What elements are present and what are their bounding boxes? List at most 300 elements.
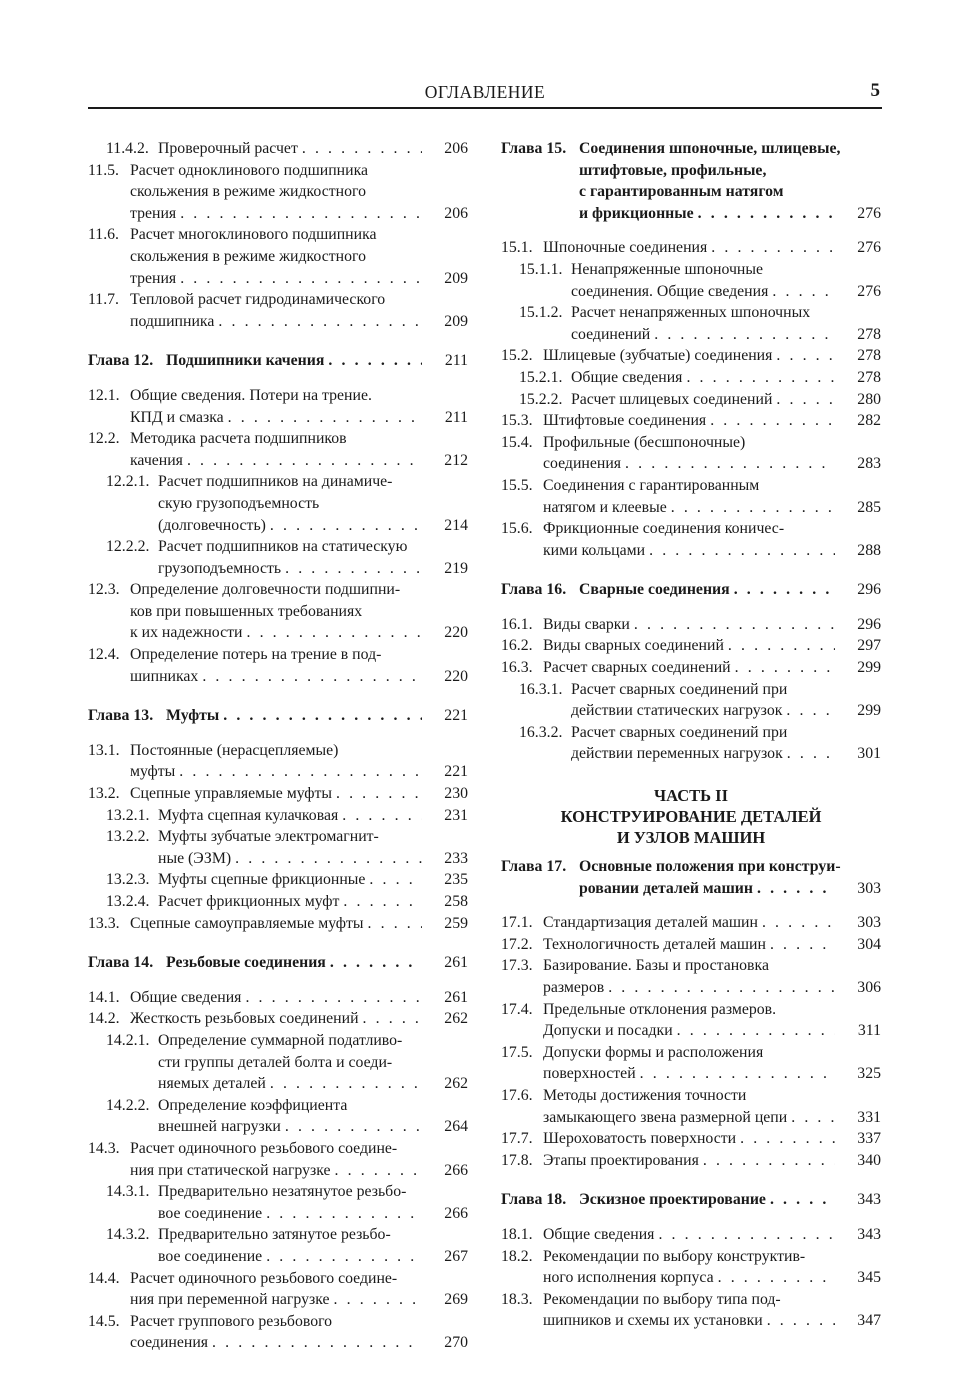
toc-entry[interactable] <box>88 385 468 428</box>
page-ref: 296 <box>857 615 881 633</box>
section-title-line: Расчет сварных соединений при <box>571 680 788 698</box>
part-heading-line: ЧАСТЬ II <box>653 786 728 806</box>
page-ref: 220 <box>444 667 468 685</box>
page-ref: 278 <box>857 347 881 365</box>
toc-entry[interactable] <box>88 1008 468 1030</box>
section-title-line: Определение коэффициента <box>158 1096 348 1114</box>
page-ref: 266 <box>444 1161 468 1179</box>
toc-entry[interactable] <box>501 518 881 561</box>
chapter-number: Глава 16. <box>501 581 567 599</box>
section-title-line: трения <box>130 269 177 287</box>
dot-leader <box>285 1116 422 1138</box>
dot-leader <box>640 1063 835 1085</box>
section-title-line: Определение долговечности подшипни- <box>130 581 401 599</box>
toc-entry[interactable] <box>88 740 468 783</box>
section-title-line: скольжения в режиме жидкостного <box>130 183 366 201</box>
section-title-line: Предварительно затянутое резьбо- <box>158 1226 391 1244</box>
page-ref: 311 <box>857 1022 881 1040</box>
section-number: 13.2. <box>88 785 120 803</box>
dot-leader <box>228 407 422 429</box>
section-number: 15.1.1. <box>519 260 563 278</box>
section-title-line: Расчет одноклинового подшипника <box>130 161 369 179</box>
toc-spacer <box>501 899 881 912</box>
toc-chapter-entry[interactable] <box>88 952 468 974</box>
section-title-line: Муфты зубчатые электромагнит- <box>158 828 379 846</box>
toc-entry[interactable] <box>88 644 468 687</box>
toc-entry[interactable] <box>501 635 881 657</box>
dot-leader <box>740 1128 835 1150</box>
toc-entry[interactable] <box>501 1150 881 1172</box>
toc-entry[interactable] <box>88 138 468 160</box>
toc-entry[interactable] <box>88 579 468 644</box>
section-number: 11.6. <box>88 226 120 244</box>
toc-entry[interactable] <box>88 891 468 913</box>
page-ref: 209 <box>444 269 468 287</box>
section-number: 18.3. <box>501 1290 533 1308</box>
section-number: 16.1. <box>501 615 533 633</box>
dot-leader <box>180 268 422 290</box>
toc-entry[interactable] <box>88 471 468 536</box>
toc-entry[interactable] <box>501 1042 881 1085</box>
dot-leader <box>235 848 422 870</box>
section-title-line: Расчет одиночного резьбового соедине- <box>130 1269 398 1287</box>
toc-left-column <box>88 138 468 1354</box>
chapter-number: Глава 17. <box>501 858 567 876</box>
toc-chapter-entry[interactable] <box>88 350 468 372</box>
section-number: 17.3. <box>501 957 533 975</box>
section-title-line: Расчет сварных соединений <box>543 659 731 677</box>
toc-entry[interactable] <box>88 1311 468 1354</box>
chapter-title-line: Эскизное проектирование <box>579 1191 766 1209</box>
section-title-line: кими кольцами <box>543 541 646 559</box>
toc-entry[interactable] <box>88 428 468 471</box>
section-title-line: Определение суммарной податливо- <box>158 1031 403 1049</box>
section-title-line: Расчет сварных соединений при <box>571 723 788 741</box>
toc-entry[interactable] <box>501 432 881 475</box>
page-ref: 345 <box>857 1269 881 1287</box>
section-title-line: Муфты сцепные фрикционные <box>158 871 366 889</box>
toc-entry[interactable] <box>88 783 468 805</box>
dot-leader <box>180 203 422 225</box>
page-ref: 282 <box>857 412 881 430</box>
section-number: 15.1.2. <box>519 304 563 322</box>
section-number: 14.3. <box>88 1139 120 1157</box>
toc-entry[interactable] <box>501 259 881 302</box>
toc-entry[interactable] <box>501 955 881 998</box>
section-number: 17.8. <box>501 1151 533 1169</box>
section-number: 12.3. <box>88 581 120 599</box>
section-title-line: действии статических нагрузок <box>571 702 783 720</box>
section-title-line: Проверочный расчет <box>158 140 298 157</box>
toc-entry[interactable] <box>501 237 881 259</box>
section-title-line: Постоянные (нерасцепляемые) <box>130 741 339 759</box>
page-ref: 331 <box>857 1108 881 1126</box>
section-number: 13.1. <box>88 741 120 759</box>
dot-leader <box>245 987 422 1009</box>
toc-chapter-entry[interactable] <box>501 579 881 601</box>
toc-entry[interactable] <box>88 289 468 332</box>
section-title-line: Методика расчета подшипников <box>130 430 347 448</box>
dot-leader <box>335 1160 422 1182</box>
chapter-number: Глава 15. <box>501 140 567 157</box>
section-title-line: Расчет подшипников на статическую <box>158 538 408 556</box>
page-ref: 262 <box>444 1010 468 1028</box>
section-number: 17.5. <box>501 1043 533 1061</box>
chapter-title-line: Соединения шпоночные, шлицевые, <box>579 140 841 157</box>
section-title-line: шипниках <box>130 667 199 685</box>
toc-entry[interactable] <box>501 367 881 389</box>
chapter-number: Глава 14. <box>88 954 154 972</box>
section-number: 13.2.4. <box>106 893 150 910</box>
section-title-line: Шпоночные соединения <box>543 239 708 257</box>
page-ref: 235 <box>444 871 468 889</box>
section-title-line: Соединения с гарантированным <box>543 476 760 494</box>
toc-chapter-entry[interactable] <box>501 1189 881 1211</box>
section-number: 13.2.1. <box>106 806 150 824</box>
toc-entry[interactable] <box>88 987 468 1009</box>
page-ref: 269 <box>444 1291 468 1309</box>
page-ref: 276 <box>857 204 881 222</box>
dot-leader <box>266 1203 422 1225</box>
section-number: 11.7. <box>88 291 120 309</box>
toc-entry[interactable] <box>88 1224 468 1267</box>
dot-leader <box>728 635 835 657</box>
section-title-line: соединения <box>130 1334 209 1352</box>
dot-leader <box>698 203 835 225</box>
page-ref: 278 <box>857 368 881 386</box>
section-title-line: ного исполнения корпуса <box>543 1269 714 1287</box>
toc-entry[interactable] <box>88 1268 468 1311</box>
toc-entry[interactable] <box>88 224 468 289</box>
section-title-line: КПД и смазка <box>130 408 224 426</box>
section-title-line: шипников и схемы их установки <box>543 1312 763 1330</box>
page-ref: 304 <box>857 935 881 953</box>
page-ref: 306 <box>857 979 881 996</box>
page-ref: 221 <box>444 763 468 781</box>
dot-leader <box>246 622 422 644</box>
toc-entry[interactable] <box>88 1030 468 1095</box>
section-title-line: скольжения в режиме жидкостного <box>130 247 366 265</box>
section-number: 15.1. <box>501 239 533 257</box>
dot-leader <box>634 614 835 636</box>
page-ref: 206 <box>444 140 468 157</box>
dot-leader <box>336 783 422 805</box>
chapter-title-line: Муфты <box>166 707 220 725</box>
toc-entry[interactable] <box>501 302 881 345</box>
toc-entry[interactable] <box>501 1246 881 1289</box>
section-title-line: ния при статической нагрузке <box>130 1161 331 1179</box>
section-title-line: подшипника <box>130 312 215 330</box>
section-title-line: натягом и клеевые <box>543 498 667 516</box>
page-ref: 209 <box>444 312 468 330</box>
toc-entry[interactable] <box>88 536 468 579</box>
toc-entry[interactable] <box>88 1181 468 1224</box>
section-number: 16.2. <box>501 637 533 655</box>
page-ref: 211 <box>444 408 468 426</box>
page-ref: 325 <box>857 1065 881 1083</box>
section-number: 15.5. <box>501 476 533 494</box>
section-number: 17.1. <box>501 914 533 932</box>
page-ref: 337 <box>857 1130 881 1148</box>
section-number: 14.2.1. <box>106 1031 150 1049</box>
section-number: 15.2. <box>501 347 533 365</box>
toc-entry[interactable] <box>501 345 881 367</box>
dot-leader <box>677 1020 835 1042</box>
section-number: 16.3.2. <box>519 723 563 741</box>
dot-leader <box>718 1267 835 1289</box>
toc-entry[interactable] <box>501 410 881 432</box>
dot-leader <box>212 1332 422 1354</box>
section-title-line: Расчет фрикционных муфт <box>158 893 340 910</box>
dot-leader <box>328 350 422 372</box>
section-number: 14.2.2. <box>106 1096 150 1114</box>
section-title-line: размеров <box>543 979 605 996</box>
chapter-title-line: Сварные соединения <box>579 581 730 599</box>
section-number: 14.4. <box>88 1269 120 1287</box>
page-ref: 299 <box>857 702 881 720</box>
section-title-line: (долговечность) <box>158 516 266 534</box>
dot-leader <box>671 497 835 519</box>
chapter-number: Глава 12. <box>88 352 154 370</box>
toc-entry[interactable] <box>88 1095 468 1138</box>
page-ref: 258 <box>444 893 468 910</box>
section-number: 12.2.2. <box>106 538 150 556</box>
section-title-line: Расчет одиночного резьбового соедине- <box>130 1139 398 1157</box>
section-title-line: Шлицевые (зубчатые) соединения <box>543 347 773 365</box>
dot-leader <box>791 1107 835 1129</box>
section-number: 14.3.1. <box>106 1183 150 1201</box>
dot-leader <box>762 912 835 934</box>
dot-leader <box>776 345 835 367</box>
section-title-line: ные (ЭЗМ) <box>158 849 232 867</box>
section-title-line: Жесткость резьбовых соединений <box>130 1010 359 1028</box>
section-number: 17.6. <box>501 1086 533 1104</box>
page-ref: 347 <box>857 1312 881 1330</box>
dot-leader <box>223 705 422 727</box>
part-heading <box>501 785 881 848</box>
section-title-line: Предельные отклонения размеров. <box>543 1000 777 1018</box>
section-number: 14.1. <box>88 988 120 1006</box>
toc-entry[interactable] <box>88 869 468 891</box>
section-title-line: действии переменных нагрузок <box>571 745 783 763</box>
section-title-line: грузоподъемность <box>158 559 282 577</box>
dot-leader <box>767 1310 835 1332</box>
toc-spacer <box>501 561 881 579</box>
dot-leader <box>625 453 835 475</box>
section-title-line: Общие сведения. Потери на трение. <box>130 386 372 404</box>
dot-leader <box>649 540 835 562</box>
section-title-line: Виды сварки <box>543 615 630 633</box>
page-ref: 288 <box>857 541 881 559</box>
dot-leader <box>330 952 422 974</box>
page-ref: 233 <box>444 849 468 867</box>
dot-leader <box>770 1189 835 1211</box>
section-number: 14.5. <box>88 1312 120 1330</box>
section-title-line: Общие сведения <box>130 988 242 1006</box>
dot-leader <box>757 878 835 900</box>
toc-chapter-entry[interactable] <box>501 856 881 899</box>
dot-leader <box>686 367 835 389</box>
section-number: 15.2.1. <box>519 368 563 386</box>
section-number: 17.2. <box>501 935 533 953</box>
page-ref: 276 <box>857 282 881 300</box>
part-heading-line: И УЗЛОВ МАШИН <box>616 828 766 848</box>
page-ref: 297 <box>857 637 881 655</box>
section-title-line: Профильные (бесшпоночные) <box>543 433 746 451</box>
toc-spacer <box>501 1171 881 1189</box>
chapter-title-line: и фрикционные <box>579 204 694 222</box>
page-ref: 206 <box>444 204 468 222</box>
section-number: 18.2. <box>501 1247 533 1265</box>
section-number: 12.2.1. <box>106 473 150 491</box>
section-title-line: Допуски формы и расположения <box>543 1043 764 1061</box>
section-title-line: трения <box>130 204 177 222</box>
page-ref: 261 <box>444 954 468 972</box>
dot-leader <box>266 1246 422 1268</box>
toc-spacer <box>88 372 468 385</box>
section-number: 13.3. <box>88 914 120 932</box>
toc-entry[interactable] <box>501 614 881 636</box>
section-number: 15.4. <box>501 433 533 451</box>
section-title-line: соединений <box>571 325 651 343</box>
section-title-line: Сцепные самоуправляемые муфты <box>130 914 364 932</box>
section-title-line: муфты <box>130 763 176 781</box>
section-title-line: скую грузоподъемность <box>158 494 320 512</box>
dot-leader <box>734 579 835 601</box>
section-title-line: качения <box>130 451 183 469</box>
section-title-line: Допуски и посадки <box>543 1022 673 1040</box>
toc-chapter-entry[interactable] <box>88 705 468 727</box>
page-ref: 266 <box>444 1204 468 1222</box>
page-ref: 259 <box>444 914 468 932</box>
dot-leader <box>270 515 422 537</box>
toc-entry[interactable] <box>501 475 881 518</box>
dot-leader <box>368 913 423 935</box>
dot-leader <box>302 138 422 160</box>
page-ref: 283 <box>857 455 881 473</box>
section-title-line: к их надежности <box>130 624 243 642</box>
section-title-line: Стандартизация деталей машин <box>543 914 758 932</box>
dot-leader <box>179 761 422 783</box>
toc-entry[interactable] <box>501 1224 881 1246</box>
page-ref: 301 <box>857 745 881 763</box>
toc-entry[interactable] <box>501 934 881 956</box>
section-title-line: Рекомендации по выбору типа под- <box>543 1290 781 1308</box>
dot-leader <box>654 324 835 346</box>
toc-entry[interactable] <box>88 805 468 827</box>
toc-entry[interactable] <box>501 912 881 934</box>
section-title-line: соединения. Общие сведения <box>571 282 769 300</box>
dot-leader <box>776 389 835 411</box>
chapter-title-line: Подшипники качения <box>166 352 325 370</box>
section-title-line: замыкающего звена размерной цепи <box>543 1108 788 1126</box>
section-title-line: Базирование. Базы и простановка <box>543 957 769 975</box>
toc-chapter-entry[interactable] <box>501 138 881 224</box>
section-title-line: Методы достижения точности <box>543 1086 747 1104</box>
dot-leader <box>711 237 835 259</box>
toc-spacer <box>88 332 468 350</box>
section-title-line: Предварительно незатянутое резьбо- <box>158 1183 407 1201</box>
toc-entry[interactable] <box>501 1085 881 1128</box>
dot-leader <box>343 891 422 913</box>
page-ref: 343 <box>857 1225 881 1243</box>
section-number: 11.4.2. <box>106 140 149 157</box>
dot-leader <box>218 311 422 333</box>
toc-spacer <box>88 934 468 952</box>
dot-leader <box>772 281 835 303</box>
toc-spacer <box>88 727 468 740</box>
chapter-title-line: штифтовые, профильные, <box>579 161 767 179</box>
page-ref: 303 <box>857 914 881 932</box>
section-title-line: няемых деталей <box>158 1075 266 1093</box>
section-number: 17.7. <box>501 1130 533 1148</box>
chapter-number: Глава 13. <box>88 707 154 725</box>
section-number: 18.1. <box>501 1225 533 1243</box>
dot-leader <box>786 700 835 722</box>
section-number: 12.1. <box>88 386 120 404</box>
section-number: 12.4. <box>88 646 120 664</box>
section-title-line: Штифтовые соединения <box>543 412 707 430</box>
header-title: ОГЛАВЛЕНИЕ <box>424 82 546 102</box>
toc-entry[interactable] <box>88 160 468 225</box>
section-title-line: Сцепные управляемые муфты <box>130 785 332 803</box>
toc-entry[interactable] <box>501 679 881 722</box>
toc-entry[interactable] <box>501 1128 881 1150</box>
section-title-line: Ненапряженные шпоночные <box>571 260 763 278</box>
toc-spacer <box>88 687 468 705</box>
dot-leader <box>202 666 422 688</box>
dot-leader <box>703 1150 835 1172</box>
section-title-line: ния при переменной нагрузке <box>130 1291 330 1309</box>
toc-entry[interactable] <box>501 389 881 411</box>
page-ref: 343 <box>857 1191 881 1209</box>
toc-entry[interactable] <box>88 913 468 935</box>
page-ref: 220 <box>444 624 468 642</box>
dot-leader <box>187 450 422 472</box>
dot-leader <box>285 558 422 580</box>
section-number: 15.3. <box>501 412 533 430</box>
toc-entry[interactable] <box>88 826 468 869</box>
page-ref: 267 <box>444 1247 468 1265</box>
toc-entry[interactable] <box>501 657 881 679</box>
header-rule <box>88 107 882 109</box>
section-title-line: внешней нагрузки <box>158 1118 281 1136</box>
toc-entry[interactable] <box>501 722 881 765</box>
page-ref: 278 <box>857 325 881 343</box>
section-title-line: Виды сварных соединений <box>543 637 724 655</box>
chapter-title-line: ровании деталей машин <box>579 879 753 897</box>
page-ref: 261 <box>444 988 468 1006</box>
chapter-title-line: с гарантированным натягом <box>579 183 784 201</box>
section-title-line: Общие сведения <box>571 368 683 386</box>
section-title-line: поверхностей <box>543 1065 636 1083</box>
part-heading-line: КОНСТРУИРОВАНИЕ ДЕТАЛЕЙ <box>560 807 822 827</box>
toc-entry[interactable] <box>88 1138 468 1181</box>
section-title-line: Общие сведения <box>543 1225 655 1243</box>
section-title-line: Расчет группового резьбового <box>130 1312 333 1330</box>
page-ref: 285 <box>857 498 881 516</box>
page-ref: 262 <box>444 1075 468 1093</box>
section-number: 17.4. <box>501 1000 533 1018</box>
toc-entry[interactable] <box>501 1289 881 1332</box>
toc-entry[interactable] <box>501 999 881 1042</box>
section-number: 13.2.2. <box>106 828 150 846</box>
page-ref: 211 <box>444 352 468 370</box>
page-number: 5 <box>870 80 880 101</box>
page-ref: 303 <box>857 879 881 897</box>
section-number: 15.6. <box>501 520 533 538</box>
section-title-line: ков при повышенных требованиях <box>130 602 363 620</box>
